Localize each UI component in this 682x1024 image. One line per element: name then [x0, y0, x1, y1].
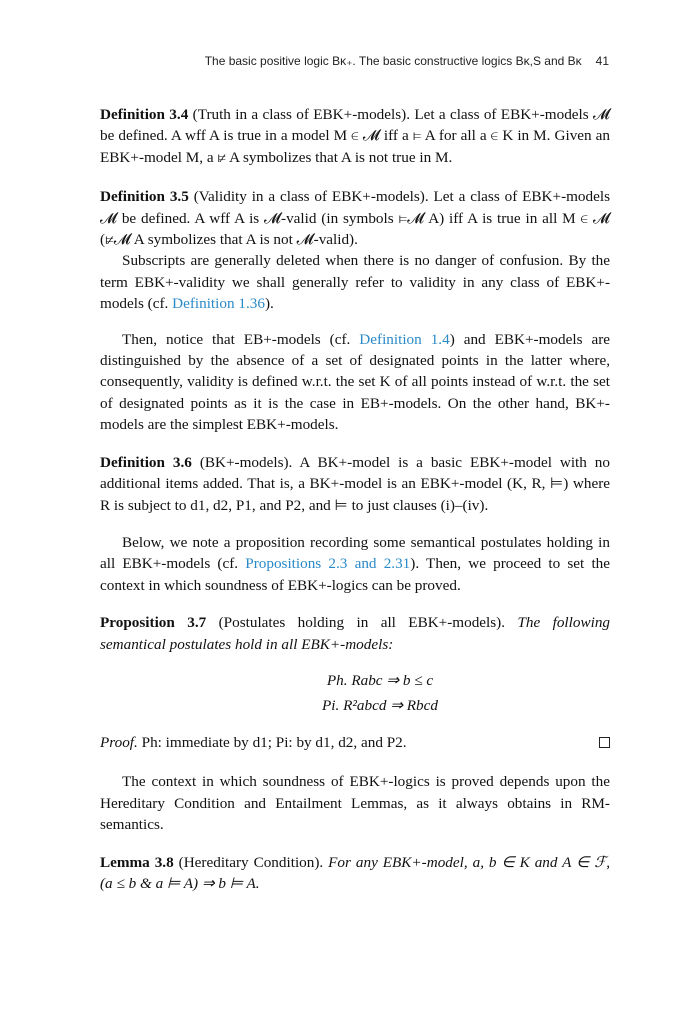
- link-definition-1-36[interactable]: Definition 1.36: [172, 295, 265, 313]
- lemma-statement: For any EBK+-model, a, b ∈ K and A ∈ ℱ, (a ≤ b & a ⊨ A) ⇒ b ⊨ A.: [100, 853, 611, 892]
- definition-3-6: [100, 452, 610, 516]
- qed-box-icon: [599, 737, 610, 748]
- proof-text: Ph: immediate by d1; Pi: by d1, d2, and P2.: [141, 733, 407, 751]
- proof: [100, 732, 610, 753]
- proposition-title: (Postulates holding in all EBK+-models).: [218, 614, 506, 632]
- lemma-3-8: [100, 852, 610, 895]
- definition-label: Definition 3.6: [100, 453, 192, 471]
- running-title: The basic positive logic Bᴋ₊. The basic constructive logics Bᴋ,S and Bᴋ: [204, 54, 582, 68]
- proposition-statement: The following semantical postulates hold in all EBK+-models:: [100, 614, 611, 653]
- postulate-pi: Pi. R²abcd ⇒ Rbcd: [322, 696, 438, 714]
- postulate-ph: Ph. Rabc ⇒ b ≤ c: [326, 671, 434, 689]
- paragraph-context: The context in which soundness of EBK+-logics is proved depends upon the Hereditary Condition and Entailment Lemmas, as it always obtains in RM-semantics.: [100, 773, 610, 834]
- definition-text: (Truth in a class of EBK+-models). Let a class of EBK+-models 𝓜 be defined. A wff A is true in a model M ∈ 𝓜 iff a ⊨ A for all a ∈ K in M. Given an EBK+-model M, a ⊭ A symbolizes that A is not true in M.: [100, 106, 611, 166]
- link-definition-1-4[interactable]: Definition 1.4: [359, 330, 450, 348]
- running-header: [0, 54, 609, 68]
- proof-label: Proof.: [100, 733, 138, 751]
- definition-3-4: [100, 104, 610, 168]
- page-body: [100, 104, 610, 894]
- definition-label: Definition 3.4: [100, 106, 189, 123]
- paragraph-below: Below, we note a proposition recording some semantical postulates holding in all EBK+-models (cf. Propositions 2.3 and 2.31). Then, we proceed to set the context in which soundness of EBK+-logics can be proved.: [100, 533, 610, 594]
- definition-label: Definition 3.5: [100, 188, 189, 206]
- proposition-3-7: [100, 612, 610, 655]
- lemma-title: (Hereditary Condition).: [178, 853, 324, 871]
- paragraph-subscripts: Subscripts are generally deleted when there is no danger of confusion. By the term EBK+-validity we shall generally refer to validity in any class of EBK+-models (cf. Definition 1.36).: [100, 252, 610, 313]
- proposition-label: Proposition 3.7: [100, 614, 207, 632]
- postulates: [100, 668, 610, 718]
- definition-text: (Validity in a class of EBK+-models). Let a class of EBK+-models 𝓜 be defined. A wff A is 𝓜-valid (in symbols ⊨𝓜 A) iff A is true in all M ∈ 𝓜 (⊭𝓜 A symbolizes that A is not 𝓜-valid).: [100, 188, 610, 249]
- lemma-label: Lemma 3.8: [100, 853, 174, 871]
- paragraph-then: Then, notice that EB+-models (cf. Definition 1.4) and EBK+-models are distinguished by the absence of a set of designated points in the latter where, consequently, validity is defined w.r.t. the set K of all points instead of w.r.t. the set of designated points as it is the case in EB+-models. On the other hand, BK+-models are the simplest EBK+-models.: [100, 330, 610, 434]
- definition-text: (BK+-models). A BK+-model is a basic EBK+-model with no additional items added. That is, a BK+-model is an EBK+-model (K, R, ⊨) where R is subject to d1, d2, P1, and P2, and ⊨ to just clauses (i)–(iv).: [100, 453, 610, 514]
- definition-3-5: [100, 186, 610, 250]
- link-propositions-2-3-2-31[interactable]: Propositions 2.3 and 2.31: [245, 555, 411, 573]
- page-number: 41: [595, 54, 609, 68]
